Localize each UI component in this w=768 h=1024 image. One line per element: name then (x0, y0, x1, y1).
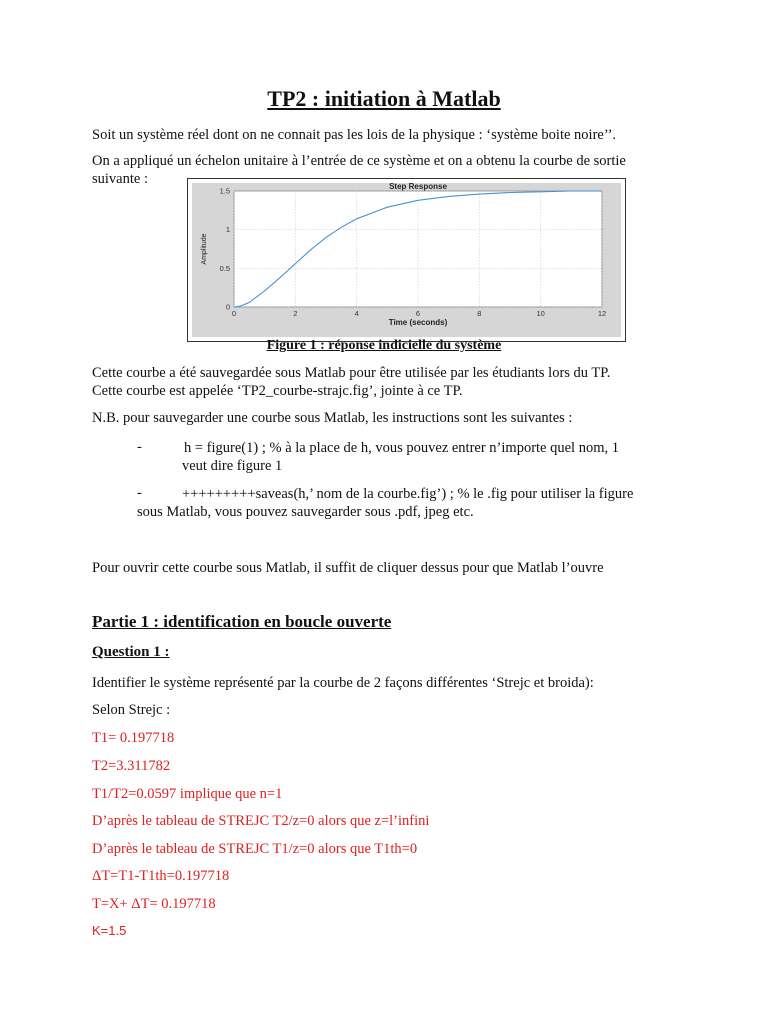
figure-caption: Figure 1 : réponse indicielle du système (266, 338, 502, 353)
result-line: T1/T2=0.0597 implique que n=1 (92, 786, 283, 802)
y-tick-label: 0.5 (219, 263, 230, 273)
bullet-dash: - (137, 439, 142, 455)
x-tick-label: 4 (354, 309, 359, 318)
save-paragraph-line-1: Cette courbe a été sauvegardée sous Matlab pour être utilisée par les étudiants lors du TP. (92, 365, 611, 381)
result-line: D’après le tableau de STREJC T2/z=0 alors que z=l’infini (92, 813, 430, 829)
step-response-chart (188, 179, 625, 341)
bullet-dash: - (137, 485, 142, 501)
chart-title: Step Response (389, 182, 447, 191)
save-paragraph-line-2: Cette courbe est appelée ‘TP2_courbe-strajc.fig’, jointe à ce TP. (92, 383, 463, 399)
x-tick-label: 2 (293, 309, 298, 318)
x-tick-label: 6 (415, 309, 421, 318)
question-title: Question 1 : (92, 644, 170, 660)
bullet-1-line-2: veut dire figure 1 (182, 458, 283, 474)
y-tick-label: 0 (225, 302, 230, 312)
x-axis-label: Time (seconds) (388, 318, 448, 327)
step-response-figure (187, 178, 626, 342)
x-tick-label: 12 (597, 309, 607, 318)
x-tick-label: 10 (536, 309, 545, 318)
x-tick-label: 0 (231, 309, 237, 318)
bullet-2-line-1: +++++++++saveas(h,’ nom de la courbe.fig’) ; % le .fig pour utiliser la figure (182, 486, 634, 502)
question-text: Identifier le système représenté par la courbe de 2 façons différentes ‘Strejc et broida): (92, 675, 594, 691)
result-line: ΔT=T1-T1th=0.197718 (92, 868, 230, 884)
page-title: TP2 : initiation à Matlab (267, 86, 501, 111)
intro-paragraph-2-line-2: suivante : (92, 171, 148, 187)
y-tick-label: 1.5 (219, 186, 230, 196)
result-line: T1= 0.197718 (92, 730, 175, 746)
section-title: Partie 1 : identification en boucle ouverte (92, 612, 392, 631)
bullet-2-line-2: sous Matlab, vous pouvez sauvegarder sous .pdf, jpeg etc. (137, 504, 474, 520)
selon-strejc: Selon Strejc : (92, 702, 171, 718)
open-paragraph: Pour ouvrir cette courbe sous Matlab, il suffit de cliquer dessus pour que Matlab l’ouvre (92, 560, 604, 576)
y-axis-label: Amplitude (201, 233, 208, 265)
result-line: T2=3.311782 (92, 758, 171, 774)
nb-paragraph: N.B. pour sauvegarder une courbe sous Matlab, les instructions sont les suivantes : (92, 410, 573, 426)
k-value: K=1.5 (92, 923, 127, 938)
x-tick-label: 8 (477, 309, 482, 318)
result-line: T=X+ ΔT= 0.197718 (92, 896, 216, 912)
result-line: D’après le tableau de STREJC T1/z=0 alors que T1th=0 (92, 841, 418, 857)
y-tick-label: 1 (225, 225, 230, 235)
bullet-1-line-1: h = figure(1) ; % à la place de h, vous pouvez entrer n’importe quel nom, 1 (184, 440, 619, 456)
intro-paragraph-2-line-1: On a appliqué un échelon unitaire à l’entrée de ce système et on a obtenu la courbe de sortie (92, 153, 626, 169)
intro-paragraph: Soit un système réel dont on ne connait pas les lois de la physique : ‘système boite noire’’. (92, 127, 617, 143)
